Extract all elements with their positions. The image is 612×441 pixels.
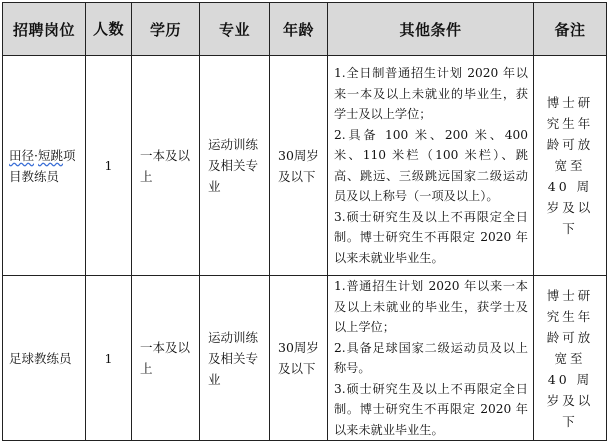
condition-item: 1.全日制普通招生计划 2020 年以来一本及以上未就业的毕业生，获学士及以上学位； bbox=[334, 66, 528, 121]
post-text bbox=[9, 148, 76, 184]
notes-cell: 博士研究生年龄可放宽至 40 周岁及以下 bbox=[534, 56, 607, 276]
header-notes: 备注 bbox=[534, 3, 607, 56]
post-text-part: · bbox=[34, 147, 38, 163]
table-row bbox=[3, 276, 607, 441]
header-conditions: 其他条件 bbox=[328, 3, 534, 56]
header-post: 招聘岗位 bbox=[3, 3, 86, 56]
post-text-part: 短跳 bbox=[38, 147, 64, 163]
major-cell: 运动训练及相关专业 bbox=[200, 56, 270, 276]
table-row bbox=[3, 56, 607, 276]
age-cell: 30周岁及以下 bbox=[270, 276, 328, 441]
condition-item: 2.具备足球国家二级运动员及以上称号。 bbox=[334, 340, 528, 375]
notes-cell: 博士研究生年龄可放宽至 40 周岁及以下 bbox=[534, 276, 607, 441]
education-cell: 一本及以上 bbox=[132, 276, 200, 441]
header-major: 专业 bbox=[200, 3, 270, 56]
conditions-cell bbox=[328, 276, 534, 441]
header-education: 学历 bbox=[132, 3, 200, 56]
major-cell: 运动训练及相关专业 bbox=[200, 276, 270, 441]
count-cell: 1 bbox=[86, 276, 132, 441]
condition-item: 3.硕士研究生及以上不再限定全日制。博士研究生不再限定 2020 年以来未就业毕业生。 bbox=[334, 381, 528, 437]
age-cell: 30周岁及以下 bbox=[270, 56, 328, 276]
header-row bbox=[3, 3, 607, 56]
condition-item: 3.硕士研究生及以上不再限定全日制。博士研究生不再限定 2020 年以来未就业毕业生。 bbox=[334, 209, 528, 265]
post-cell: 足球教练员 bbox=[3, 276, 86, 441]
condition-item: 1.普通招生计划 2020 年以来一本及以上未就业的毕业生，获学士及以上学位； bbox=[334, 279, 528, 334]
header-age: 年龄 bbox=[270, 3, 328, 56]
header-count: 人数 bbox=[86, 3, 132, 56]
recruitment-table bbox=[2, 2, 607, 441]
condition-item: 2.具备 100 米、200 米、400 米、110 米栏（100 米栏）、跳高、跳远、三级跳远国家二级运动员及以上称号（一项及以上）。 bbox=[334, 127, 528, 203]
conditions-cell bbox=[328, 56, 534, 276]
post-text-part: 田径 bbox=[9, 147, 35, 163]
post-text-part: 项目教练员 bbox=[9, 147, 76, 184]
count-cell: 1 bbox=[86, 56, 132, 276]
education-cell: 一本及以上 bbox=[132, 56, 200, 276]
post-cell bbox=[3, 56, 86, 276]
